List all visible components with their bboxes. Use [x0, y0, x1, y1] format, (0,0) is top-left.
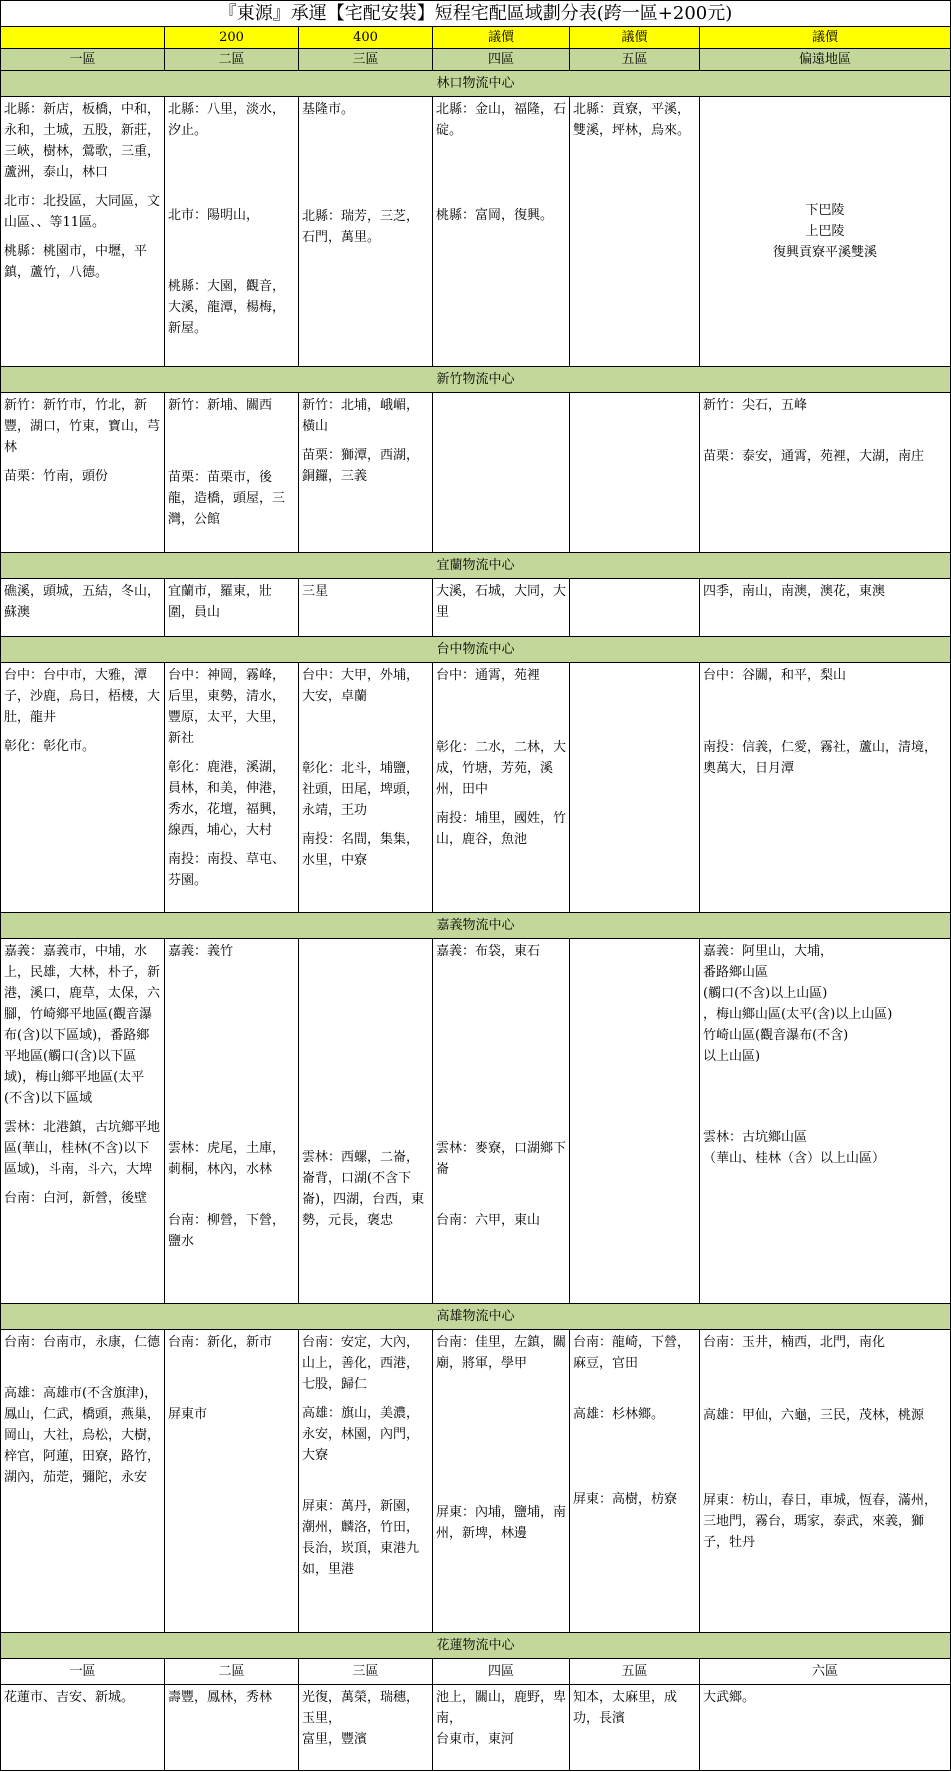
kaohsiung-zone1-cell	[1, 1330, 165, 1633]
hsinchu-zone5-cell	[570, 393, 700, 553]
chiayi-zone2-cell	[165, 939, 299, 1304]
section-header-hualien	[1, 1633, 951, 1659]
region-text: 屏東：內埔，鹽埔，南州，新埤，林邊	[436, 1505, 567, 1541]
region-text: 礁溪，頭城，五結，冬山，蘇澳	[4, 584, 161, 620]
zone-header-row	[1, 49, 951, 71]
chiayi-zone5-cell	[570, 939, 700, 1304]
hsinchu-zone1-cell	[1, 393, 165, 553]
hualien-zone-header-1: 一區	[1, 1659, 165, 1685]
section-title: 宜蘭物流中心	[1, 553, 951, 579]
region-text: 台南：佳里，左鎮，關廟，將軍，學甲	[436, 1335, 567, 1371]
linkou-zone4-cell	[433, 97, 570, 367]
price-cell-3: 400	[299, 27, 433, 49]
section-row-hualien	[1, 1685, 951, 1771]
section-title: 高雄物流中心	[1, 1304, 951, 1330]
price-cell-5: 議價	[570, 27, 700, 49]
region-text: ，梅山鄉山區(太平(含)以上山區)	[703, 1007, 893, 1022]
linkou-remote-cell	[700, 97, 951, 367]
region-text: 台南：新化，新市	[168, 1335, 273, 1350]
section-title: 台中物流中心	[1, 637, 951, 663]
region-text: 苗栗：獅潭，西湖，銅鑼，三義	[302, 448, 420, 484]
hualien-zone-header-5: 五區	[570, 1659, 700, 1685]
region-text: 台南：白河，新營，後壁	[4, 1191, 148, 1206]
section-title: 林口物流中心	[1, 71, 951, 97]
price-cell-1	[1, 27, 165, 49]
region-text: 台中：神岡，霧峰，后里，東勢，清水，豐原，太平，大里，新社	[168, 668, 286, 746]
region-text: 知本，太麻里，成功，長濱	[573, 1690, 678, 1726]
region-text: 雲林：虎尾，土庫，莿桐，林內，水林	[168, 1141, 286, 1177]
zone-header-5: 五區	[570, 49, 700, 71]
region-text: 雲林：北港鎮，古坑鄉平地區(華山，桂林(不含)以下區域)，斗南，斗六，大埤	[4, 1120, 161, 1177]
region-text: 北縣：貢寮，平溪，雙溪，坪林，烏來。	[573, 102, 691, 138]
region-text: 台南：龍崎，下營，麻豆，官田	[573, 1335, 691, 1371]
taichung-remote-cell	[700, 663, 951, 913]
region-text: 嘉義：嘉義市，中埔，水上，民雄，大林，朴子，新港，溪口，鹿草，太保，六腳，竹崎鄉平地區(觀音瀑布(含)以下區域)，番路鄉平地區(觸口(含)以下區域)，梅山鄉平地區(太平(不含)以下區域	[4, 944, 161, 1106]
zone-header-4: 四區	[433, 49, 570, 71]
price-cell-6: 議價	[700, 27, 951, 49]
linkou-zone2-cell	[165, 97, 299, 367]
taichung-zone4-cell	[433, 663, 570, 913]
hualien-zone-header-4: 四區	[433, 1659, 570, 1685]
linkou-zone5-cell	[570, 97, 700, 367]
section-row-yilan	[1, 579, 951, 637]
region-text: 台中：大甲，外埔，大安，卓蘭	[302, 668, 420, 704]
section-header-chiayi	[1, 913, 951, 939]
region-text: 大武鄉。	[703, 1690, 756, 1705]
hsinchu-zone4-cell	[433, 393, 570, 553]
taichung-zone5-cell	[570, 663, 700, 913]
region-text: 北縣：瑞芳，三芝，石門，萬里。	[302, 209, 420, 245]
region-text: 彰化：二水，二林，大成，竹塘，芳苑，溪州，田中	[436, 740, 567, 797]
region-text: 富里，豐濱	[302, 1732, 368, 1747]
region-text: 桃縣：桃園市，中壢，平鎮，蘆竹，八德。	[4, 244, 148, 280]
hualien-zone3-cell	[299, 1685, 433, 1771]
region-text: 屏東：高樹，枋寮	[573, 1492, 678, 1507]
region-text: 南投：埔里，國姓，竹山，鹿谷，魚池	[436, 811, 567, 847]
region-text: 三星	[302, 584, 329, 599]
price-cell-2: 200	[165, 27, 299, 49]
taichung-zone3-cell	[299, 663, 433, 913]
region-text: 新竹：北埔，峨嵋，橫山	[302, 398, 420, 434]
region-text: 彰化：北斗，埔鹽，社頭，田尾，埤頭，永靖，王功	[302, 761, 420, 818]
hualien-zone2-cell	[165, 1685, 299, 1771]
region-text: 宜蘭市，羅東，壯圍，員山	[168, 584, 273, 620]
hualien-zone-header-2: 二區	[165, 1659, 299, 1685]
region-text: 上巴陵	[805, 224, 845, 239]
price-row	[1, 27, 951, 49]
section-row-taichung	[1, 663, 951, 913]
region-text: 高雄：甲仙，六龜，三民，茂林，桃源	[703, 1408, 925, 1423]
yilan-zone2-cell	[165, 579, 299, 637]
region-text: 番路鄉山區	[703, 965, 769, 980]
chiayi-zone3-cell	[299, 939, 433, 1304]
region-text: 北市：北投區，大同區，文山區、、等11區。	[4, 194, 161, 230]
region-text: 復興貢寮平溪雙溪	[773, 245, 878, 260]
region-text: 高雄：高雄市(不含旗津)，鳳山，仁武，橋頭，燕巢，岡山，大社，烏松，大樹，梓官，阿蓮，田寮，路竹，湖內，茄萣，彌陀，永安	[4, 1386, 161, 1485]
yilan-zone4-cell	[433, 579, 570, 637]
zone-header-1: 一區	[1, 49, 165, 71]
region-text: 台南：台南市，永康，仁德	[4, 1335, 161, 1350]
section-header-yilan	[1, 553, 951, 579]
hsinchu-zone2-cell	[165, 393, 299, 553]
zone-header-3: 三區	[299, 49, 433, 71]
region-text: 壽豐，鳳林，秀林	[168, 1690, 273, 1705]
region-text: 嘉義：布袋，東石	[436, 944, 541, 959]
taichung-zone1-cell	[1, 663, 165, 913]
hsinchu-zone3-cell	[299, 393, 433, 553]
section-title: 新竹物流中心	[1, 367, 951, 393]
region-text: 彰化：彰化市。	[4, 739, 96, 754]
region-text: （華山、桂林（含）以上山區）	[703, 1151, 886, 1166]
section-header-linkou	[1, 71, 951, 97]
region-text: 北縣：新店，板橋，中和，永和，土城，五股，新莊，三峽，樹林，鶯歌，三重，蘆洲，泰山，林口	[4, 102, 161, 180]
yilan-remote-cell	[700, 579, 951, 637]
region-text: 台南：六甲，東山	[436, 1213, 541, 1228]
page-title: 『東源』承運【宅配安裝】短程宅配區域劃分表(跨一區+200元)	[1, 1, 951, 27]
hualien-zone1-cell	[1, 1685, 165, 1771]
region-text: 大溪，石城，大同，大里	[436, 584, 567, 620]
hualien-zone6-cell	[700, 1685, 951, 1771]
price-cell-4: 議價	[433, 27, 570, 49]
region-text: 桃縣：大園，觀音，大溪，龍潭，楊梅，新屋。	[168, 279, 286, 336]
region-text: 北市：陽明山，	[168, 208, 260, 223]
section-header-hsinchu	[1, 367, 951, 393]
region-text: 高雄：旗山，美濃，永安，林園，內門，大寮	[302, 1406, 420, 1463]
region-text: 下巴陵	[805, 203, 845, 218]
region-text: 以上山區)	[703, 1049, 761, 1064]
hualien-zone-header-3: 三區	[299, 1659, 433, 1685]
region-text: 北縣：八里，淡水，汐止。	[168, 102, 286, 138]
title-row	[1, 1, 951, 27]
region-text: 屏東市	[168, 1407, 208, 1422]
kaohsiung-zone5-cell	[570, 1330, 700, 1633]
region-text: 新竹：新竹市，竹北，新豐，湖口，竹東，寶山，芎林	[4, 398, 161, 455]
section-title: 花蓮物流中心	[1, 1633, 951, 1659]
zone-header-6: 偏遠地區	[700, 49, 951, 71]
region-text: 嘉義：阿里山，大埔，	[703, 944, 834, 959]
section-row-chiayi	[1, 939, 951, 1304]
region-text: 四季，南山，南澳，澳花，東澳	[703, 584, 886, 599]
section-header-taichung	[1, 637, 951, 663]
region-text: 台南：安定，大內，山上，善化，西港，七股，歸仁	[302, 1335, 420, 1392]
region-text: 苗栗：苗栗市，後龍，造橋，頭屋，三灣，公館	[168, 470, 286, 527]
region-text: 台南：玉井，楠西，北門，南化	[703, 1335, 886, 1350]
region-text: 竹崎山區(觀音瀑布(不含)	[703, 1028, 849, 1043]
kaohsiung-zone4-cell	[433, 1330, 570, 1633]
zone-header-2: 二區	[165, 49, 299, 71]
yilan-zone5-cell	[570, 579, 700, 637]
region-text: 苗栗：竹南，頭份	[4, 469, 109, 484]
region-text: 雲林：麥寮，口湖鄉下崙	[436, 1141, 567, 1177]
linkou-zone1-cell	[1, 97, 165, 367]
region-text: 花蓮市、吉安、新城。	[4, 1690, 135, 1705]
region-text: 台東市，東河	[436, 1732, 515, 1747]
region-text: 光復，萬榮，瑞穗，玉里，	[302, 1690, 420, 1726]
region-text: 屏東：枋山，春日，車城，恆春，滿州，三地門，霧台，瑪家，泰武，來義，獅子，牡丹	[703, 1493, 938, 1550]
chiayi-remote-cell	[700, 939, 951, 1304]
section-row-linkou	[1, 97, 951, 367]
region-text: 台中：通霄，苑裡	[436, 668, 541, 683]
hualien-zone-header-row	[1, 1659, 951, 1685]
region-text: 南投：信義，仁愛，霧社，蘆山，清境，奧萬大，日月潭	[703, 740, 938, 776]
region-text: 北縣：金山，福隆，石碇。	[436, 102, 567, 138]
section-row-hsinchu	[1, 393, 951, 553]
region-text: 桃縣：富岡，復興。	[436, 208, 554, 223]
region-text: 基隆市。	[302, 102, 355, 117]
section-title: 嘉義物流中心	[1, 913, 951, 939]
section-header-kaohsiung	[1, 1304, 951, 1330]
region-text: (觸口(不含)以上山區)	[703, 986, 828, 1001]
section-row-kaohsiung	[1, 1330, 951, 1633]
hualien-zone5-cell	[570, 1685, 700, 1771]
region-text: 南投：南投、草屯、芬園。	[168, 852, 286, 888]
yilan-zone3-cell	[299, 579, 433, 637]
region-text: 高雄：杉林鄉。	[573, 1407, 665, 1422]
yilan-zone1-cell	[1, 579, 165, 637]
kaohsiung-zone3-cell	[299, 1330, 433, 1633]
chiayi-zone1-cell	[1, 939, 165, 1304]
region-text: 台中：台中市，大雅，潭子，沙鹿，烏日，梧棲，大肚，龍井	[4, 668, 161, 725]
region-text: 台中：谷關，和平，梨山	[703, 668, 847, 683]
region-text: 池上，關山，鹿野，卑南，	[436, 1690, 567, 1726]
region-text: 南投：名間，集集，水里，中寮	[302, 832, 420, 868]
region-text: 嘉義：義竹	[168, 944, 234, 959]
region-text: 苗栗：泰安，通霄，苑裡，大湖，南庄	[703, 449, 925, 464]
region-text: 新竹：尖石，五峰	[703, 398, 808, 413]
hsinchu-remote-cell	[700, 393, 951, 553]
region-text: 雲林：古坑鄉山區	[703, 1130, 808, 1145]
hualien-zone-header-6: 六區	[700, 1659, 951, 1685]
region-text: 雲林：西螺，二崙，崙背，口湖(不含下崙)，四湖，台西，東勢，元長，褒忠	[302, 1150, 425, 1228]
chiayi-zone4-cell	[433, 939, 570, 1304]
taichung-zone2-cell	[165, 663, 299, 913]
kaohsiung-zone2-cell	[165, 1330, 299, 1633]
kaohsiung-remote-cell	[700, 1330, 951, 1633]
region-text: 彰化：鹿港，溪湖，員林，和美，伸港，秀水，花壇，福興，線西，埔心，大村	[168, 760, 286, 838]
linkou-zone3-cell	[299, 97, 433, 367]
region-text: 新竹：新埔、關西	[168, 398, 273, 413]
region-text: 屏東：萬丹，新園，潮州，麟洛，竹田，長治，崁頂，東港九如，里港	[302, 1499, 420, 1577]
region-text: 台南：柳營，下營，鹽水	[168, 1213, 286, 1249]
hualien-zone4-cell	[433, 1685, 570, 1771]
